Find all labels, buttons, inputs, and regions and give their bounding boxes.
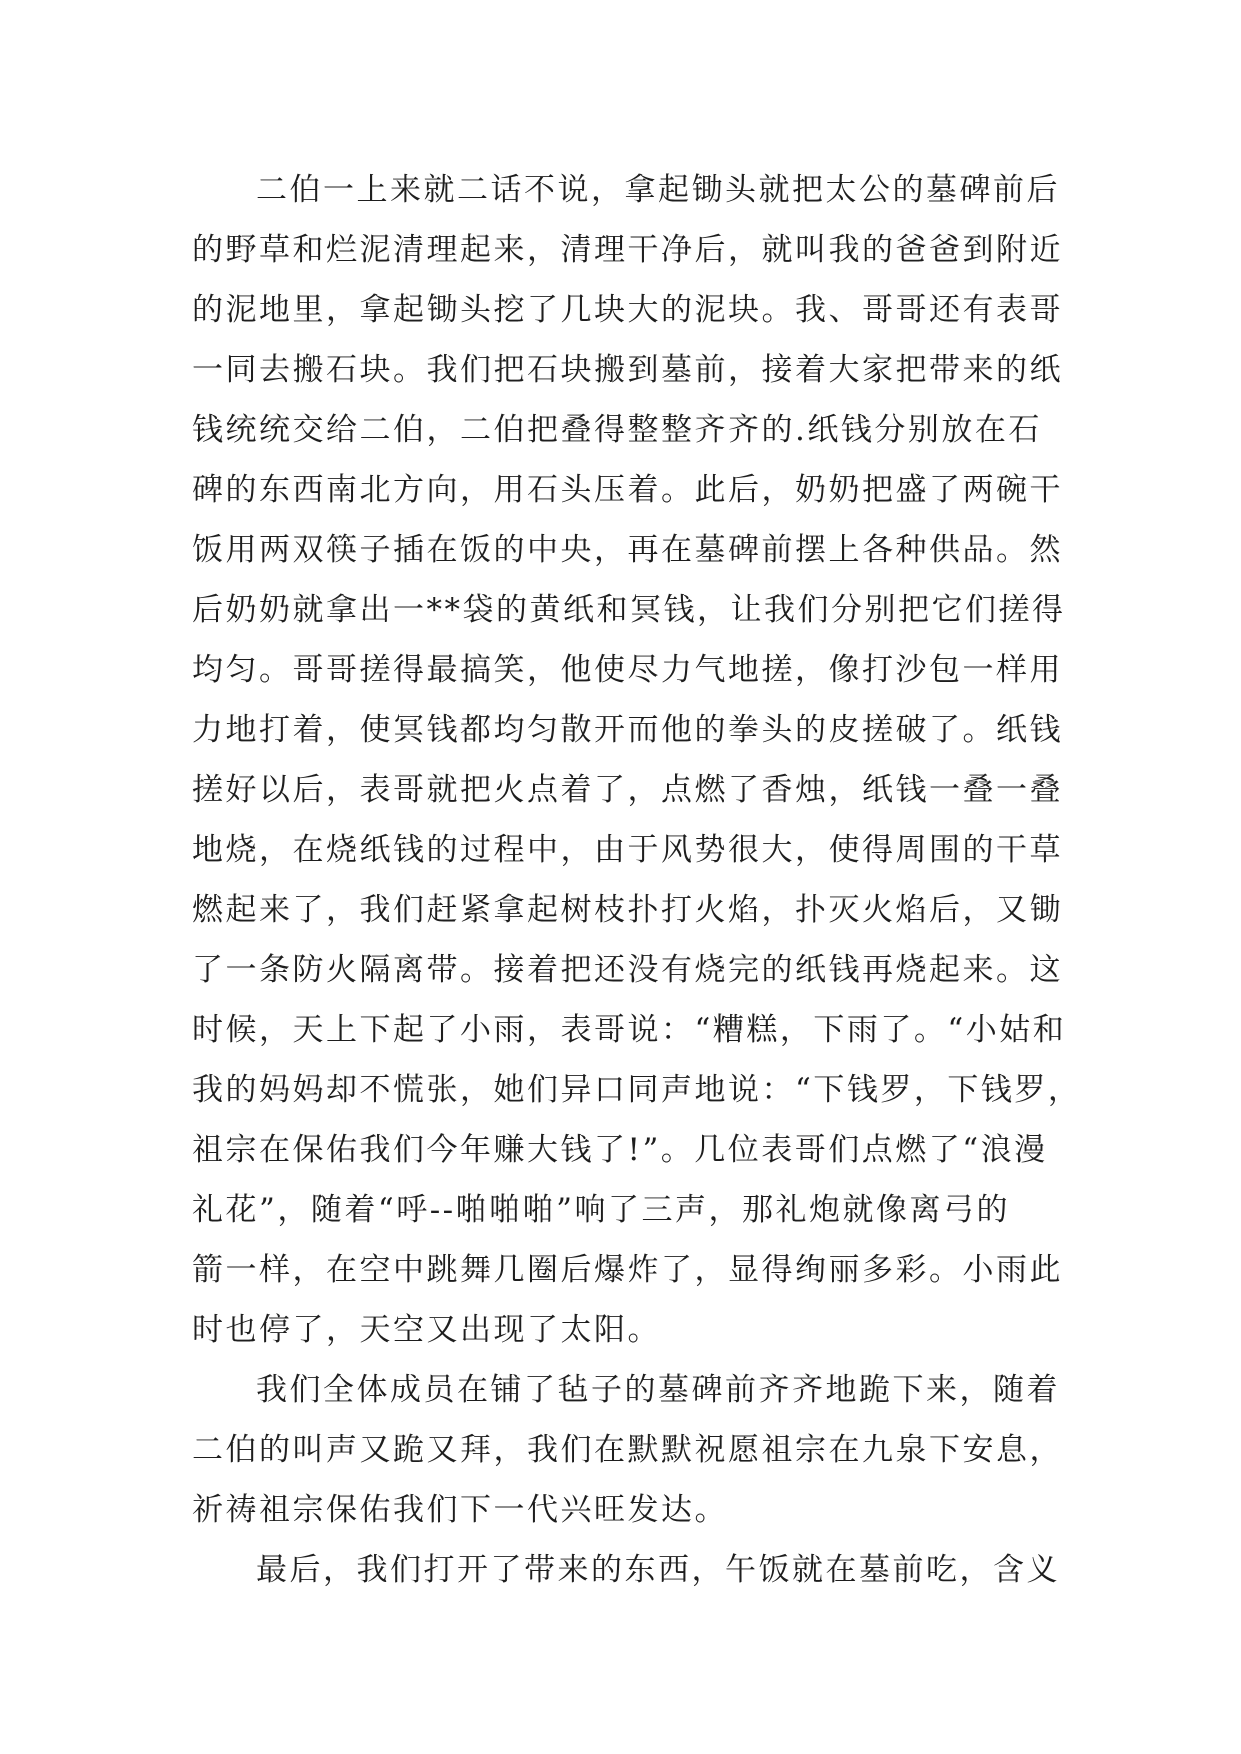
text-line: 均匀。哥哥搓得最搞笑，他使尽力气地搓，像打沙包一样用 — [192, 652, 1063, 688]
text-line: 搓好以后，表哥就把火点着了，点燃了香烛，纸钱一叠一叠 — [192, 772, 1063, 808]
text-line: 了一条防火隔离带。接着把还没有烧完的纸钱再烧起来。这 — [192, 952, 1063, 988]
text-line: 最后，我们打开了带来的东西，午饭就在墓前吃，含义 — [256, 1552, 1060, 1588]
text-line: 二伯一上来就二话不说，拿起锄头就把太公的墓碑前后 — [256, 172, 1060, 208]
text-line: 时候，天上下起了小雨，表哥说：“糟糕，下雨了。“小姑和 — [192, 1012, 1067, 1048]
text-line: 的野草和烂泥清理起来，清理干净后，就叫我的爸爸到附近 — [192, 232, 1063, 268]
text-line: 燃起来了，我们赶紧拿起树枝扑打火焰，扑灭火焰后，又锄 — [192, 892, 1063, 928]
text-line: 祖宗在保佑我们今年赚大钱了!”。几位表哥们点燃了“浪漫 — [192, 1132, 1048, 1168]
text-line: 祈祷祖宗保佑我们下一代兴旺发达。 — [192, 1492, 728, 1528]
text-line: 箭一样，在空中跳舞几圈后爆炸了，显得绚丽多彩。小雨此 — [192, 1252, 1063, 1288]
text-line: 饭用两双筷子插在饭的中央，再在墓碑前摆上各种供品。然 — [192, 532, 1063, 568]
text-line: 地烧，在烧纸钱的过程中，由于风势很大，使得周围的干草 — [192, 832, 1063, 868]
text-line: 力地打着，使冥钱都均匀散开而他的拳头的皮搓破了。纸钱 — [192, 712, 1063, 748]
document-body — [192, 160, 1082, 1600]
text-line: 礼花”，随着“呼--啪啪啪”响了三声，那礼炮就像离弓的 — [192, 1192, 1010, 1228]
text-line: 碑的东西南北方向，用石头压着。此后，奶奶把盛了两碗干 — [192, 472, 1063, 508]
text-line: 二伯的叫声又跪又拜，我们在默默祝愿祖宗在九泉下安息， — [192, 1432, 1063, 1468]
text-line: 时也停了，天空又出现了太阳。 — [192, 1312, 661, 1348]
text-line: 的泥地里，拿起锄头挖了几块大的泥块。我、哥哥还有表哥 — [192, 292, 1063, 328]
text-line: 后奶奶就拿出一**袋的黄纸和冥钱，让我们分别把它们搓得 — [192, 592, 1066, 628]
text-line: 一同去搬石块。我们把石块搬到墓前，接着大家把带来的纸 — [192, 352, 1063, 388]
text-line: 我们全体成员在铺了毡子的墓碑前齐齐地跪下来，随着 — [256, 1372, 1060, 1408]
text-line: 我的妈妈却不慌张，她们异口同声地说：“下钱罗，下钱罗， — [192, 1072, 1082, 1108]
text-line: 钱统统交给二伯，二伯把叠得整整齐齐的.纸钱分别放在石 — [192, 412, 1042, 448]
